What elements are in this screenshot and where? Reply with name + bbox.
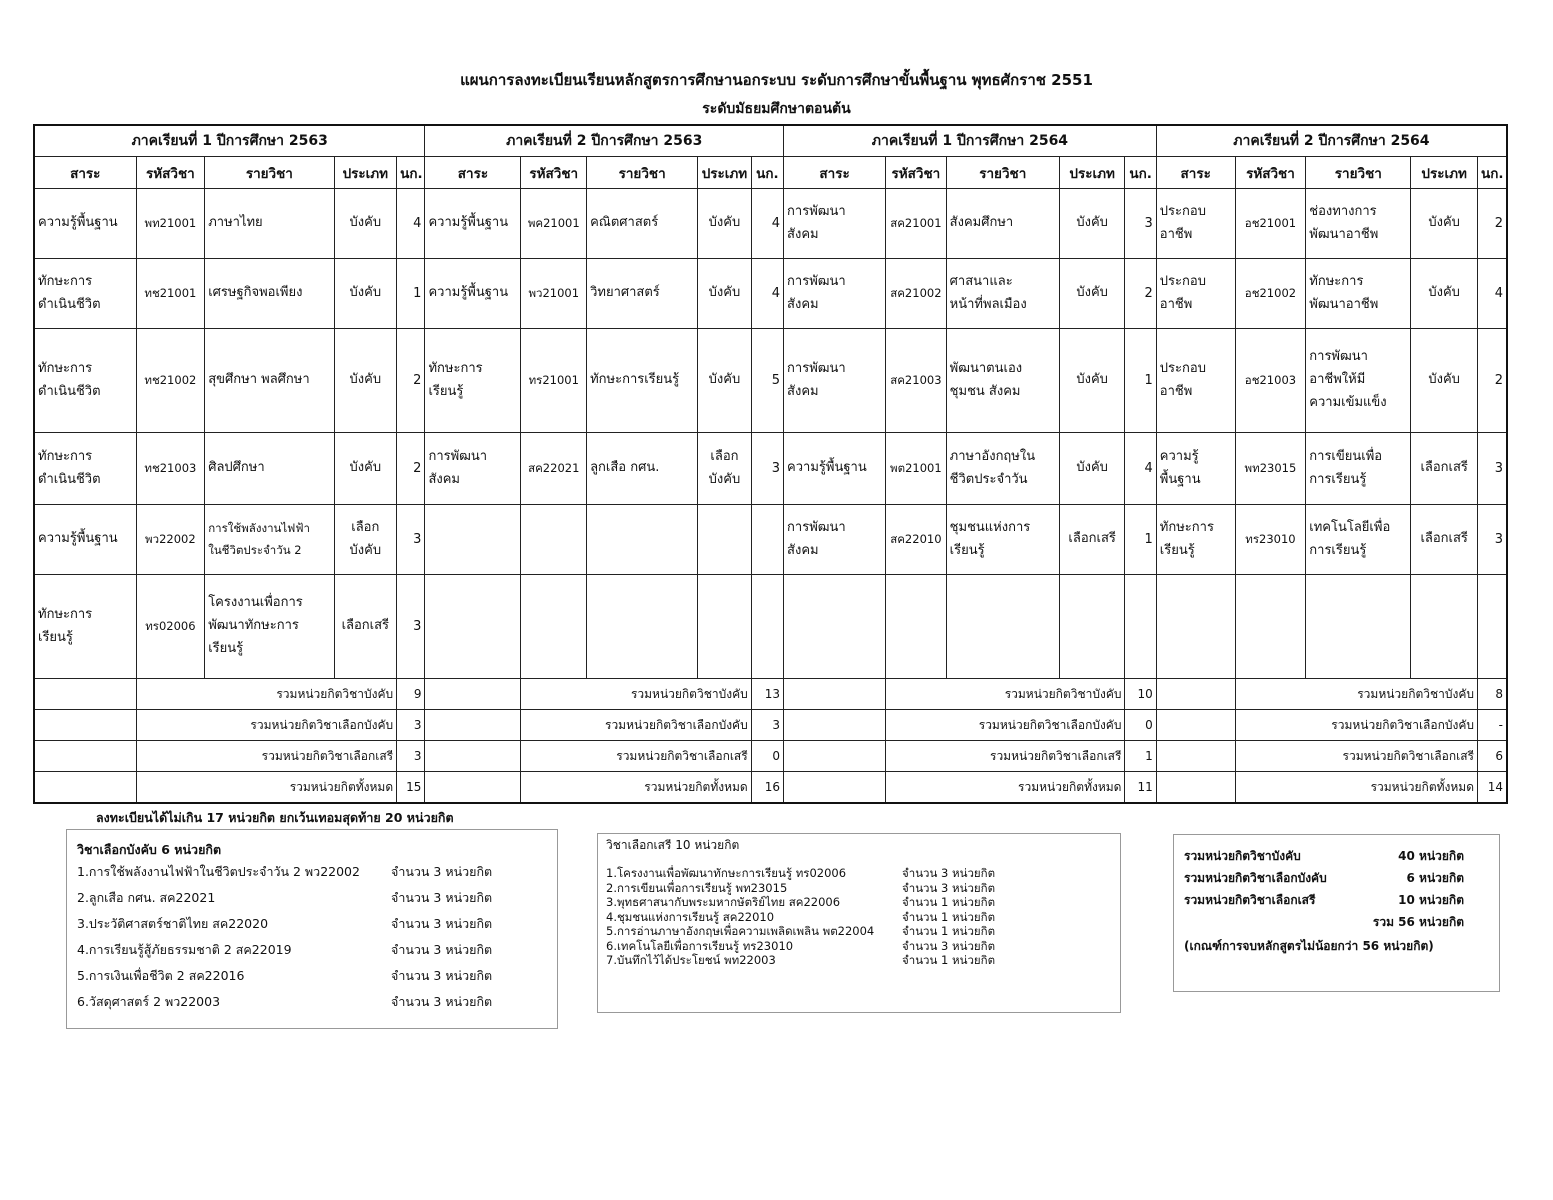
summary-row xyxy=(34,679,1507,710)
course-code-cell: อช21002 xyxy=(1235,259,1306,329)
elective-free-heading: วิชาเลือกเสรี 10 หน่วยกิต xyxy=(606,838,740,852)
summary-label: รวมหน่วยกิตทั้งหมด xyxy=(521,772,751,804)
summary-blank-cell xyxy=(1156,710,1235,741)
course-name: 2.การเขียนเพื่อการเรียนรู้ พท23015 xyxy=(606,880,788,895)
summary-row xyxy=(34,772,1507,804)
course-name: 6.วัสดุศาสตร์ 2 พว22003 xyxy=(77,994,221,1009)
course-code-cell: ทร21001 xyxy=(521,329,587,433)
summary-value: 0 xyxy=(751,741,783,772)
course-code-cell: พท23015 xyxy=(1235,433,1306,505)
column-header: รายวิชา xyxy=(205,157,334,189)
summary-value: 0 xyxy=(1125,710,1156,741)
summary-value: 11 xyxy=(1125,772,1156,804)
course-code-cell xyxy=(521,505,587,575)
course-type-cell: บังคับ xyxy=(1059,189,1125,259)
course-name-cell: ศิลปศึกษา xyxy=(205,433,334,505)
course-type-cell: บังคับ xyxy=(698,259,752,329)
course-credit: จำนวน 3 หน่วยกิต xyxy=(902,938,996,953)
summary-label: รวมหน่วยกิตทั้งหมด xyxy=(886,772,1125,804)
subject-area-cell: ความรู้พื้นฐาน xyxy=(784,433,886,505)
course-code-cell: ทร02006 xyxy=(136,575,205,679)
credit-cell: 3 xyxy=(1478,433,1508,505)
subject-area-cell: การพัฒนา สังคม xyxy=(425,433,521,505)
course-code-cell xyxy=(521,575,587,679)
credit-cell: 4 xyxy=(751,259,783,329)
totals-label: รวมหน่วยกิตวิชาเลือกเสรี xyxy=(1184,893,1316,907)
course-type-cell xyxy=(1059,575,1125,679)
summary-blank-cell xyxy=(34,679,136,710)
credit-totals-box xyxy=(1173,834,1500,992)
course-name: 1.การใช้พลังงานไฟฟ้าในชีวิตประจำวัน 2 พว22002 xyxy=(77,864,360,879)
summary-value: 3 xyxy=(397,710,425,741)
totals-value: 6 หน่วยกิต xyxy=(1406,871,1464,885)
column-header: นก. xyxy=(397,157,425,189)
course-type-cell: บังคับ xyxy=(698,189,752,259)
course-type-cell: เลือก บังคับ xyxy=(334,505,397,575)
credit-cell: 3 xyxy=(1478,505,1508,575)
course-name: 1.โครงงานเพื่อพัฒนาทักษะการเรียนรู้ ทร02006 xyxy=(606,866,847,880)
column-header: รหัสวิชา xyxy=(886,157,947,189)
subject-area-cell: ความรู้พื้นฐาน xyxy=(34,505,136,575)
page-subtitle: ระดับมัธยมศึกษาตอนต้น xyxy=(702,101,851,117)
credit-cell xyxy=(751,575,783,679)
summary-blank-cell xyxy=(34,772,136,804)
subject-area-cell xyxy=(784,575,886,679)
course-code-cell xyxy=(1235,575,1306,679)
course-code-cell: พว22002 xyxy=(136,505,205,575)
summary-label: รวมหน่วยกิตวิชาเลือกเสรี xyxy=(136,741,397,772)
course-name-cell xyxy=(1306,575,1411,679)
course-credit: จำนวน 3 หน่วยกิต xyxy=(391,916,493,931)
course-type-cell: บังคับ xyxy=(1059,433,1125,505)
subject-area-cell: ทักษะการ เรียนรู้ xyxy=(1156,505,1235,575)
totals-value: 10 หน่วยกิต xyxy=(1398,893,1464,907)
course-type-cell: บังคับ xyxy=(698,329,752,433)
course-code-cell: พต21001 xyxy=(886,433,947,505)
subject-area-cell: ประกอบ อาชีพ xyxy=(1156,259,1235,329)
summary-value: 16 xyxy=(751,772,783,804)
credit-cell xyxy=(1125,575,1156,679)
course-type-cell: เลือกเสรี xyxy=(1059,505,1125,575)
column-header: รหัสวิชา xyxy=(521,157,587,189)
column-header: รายวิชา xyxy=(946,157,1059,189)
summary-value: - xyxy=(1478,710,1508,741)
course-name-cell: พัฒนาตนเอง ชุมชน สังคม xyxy=(946,329,1059,433)
summary-label: รวมหน่วยกิตวิชาบังคับ xyxy=(136,679,397,710)
subject-area-cell: ทักษะการ ดำเนินชีวิต xyxy=(34,329,136,433)
summary-label: รวมหน่วยกิตทั้งหมด xyxy=(1235,772,1477,804)
course-name-cell: ชุมชนแห่งการ เรียนรู้ xyxy=(946,505,1059,575)
column-header-row xyxy=(34,157,1507,189)
summary-blank-cell xyxy=(34,710,136,741)
credit-cell: 4 xyxy=(751,189,783,259)
course-credit: จำนวน 3 หน่วยกิต xyxy=(391,864,493,879)
column-header: ประเภท xyxy=(1411,157,1478,189)
summary-blank-cell xyxy=(425,772,521,804)
subject-area-cell xyxy=(425,575,521,679)
course-name: 4.การเรียนรู้สู้ภัยธรรมชาติ 2 สค22019 xyxy=(77,942,292,957)
course-name-cell: ทักษะการ พัฒนาอาชีพ xyxy=(1306,259,1411,329)
credit-cell xyxy=(1478,575,1508,679)
course-name-cell: คณิตศาสตร์ xyxy=(587,189,698,259)
elective-required-box xyxy=(66,829,558,1029)
credit-cell: 4 xyxy=(397,189,425,259)
summary-value: 13 xyxy=(751,679,783,710)
course-type-cell: เลือกเสรี xyxy=(334,575,397,679)
subject-area-cell: ความรู้พื้นฐาน xyxy=(34,189,136,259)
course-credit: จำนวน 1 หน่วยกิต xyxy=(902,895,996,909)
course-code-cell: อช21001 xyxy=(1235,189,1306,259)
course-type-cell: บังคับ xyxy=(1411,329,1478,433)
subject-area-cell: ประกอบ อาชีพ xyxy=(1156,189,1235,259)
summary-blank-cell xyxy=(1156,741,1235,772)
course-code-cell: พว21001 xyxy=(521,259,587,329)
summary-row xyxy=(34,710,1507,741)
course-name-cell: เศรษฐกิจพอเพียง xyxy=(205,259,334,329)
course-name-cell: สุขศึกษา พลศึกษา xyxy=(205,329,334,433)
course-credit: จำนวน 3 หน่วยกิต xyxy=(391,890,493,905)
course-name-cell xyxy=(946,575,1059,679)
course-name-cell: สังคมศึกษา xyxy=(946,189,1059,259)
registration-plan-table xyxy=(33,124,1508,804)
course-name: 7.บันทึกไว้ได้ประโยชน์ พท22003 xyxy=(606,953,776,967)
semester-header: ภาคเรียนที่ 1 ปีการศึกษา 2564 xyxy=(784,125,1157,157)
course-code-cell: พท21001 xyxy=(136,189,205,259)
subject-area-cell: ทักษะการ ดำเนินชีวิต xyxy=(34,433,136,505)
column-header: สาระ xyxy=(1156,157,1235,189)
summary-value: 10 xyxy=(1125,679,1156,710)
course-type-cell xyxy=(698,575,752,679)
elective-free-box xyxy=(597,833,1121,1013)
course-type-cell: บังคับ xyxy=(334,433,397,505)
course-row xyxy=(34,259,1507,329)
course-name: 6.เทคโนโลยีเพื่อการเรียนรู้ ทร23010 xyxy=(606,938,794,953)
course-row xyxy=(34,189,1507,259)
summary-label: รวมหน่วยกิตทั้งหมด xyxy=(136,772,397,804)
course-code-cell: ทช21001 xyxy=(136,259,205,329)
summary-label: รวมหน่วยกิตวิชาบังคับ xyxy=(521,679,751,710)
course-type-cell xyxy=(698,505,752,575)
course-row xyxy=(34,575,1507,679)
course-credit: จำนวน 3 หน่วยกิต xyxy=(391,994,493,1009)
subject-area-cell: ทักษะการ เรียนรู้ xyxy=(425,329,521,433)
summary-blank-cell xyxy=(784,679,886,710)
course-code-cell: สค22021 xyxy=(521,433,587,505)
column-header: นก. xyxy=(751,157,783,189)
course-name-cell: ภาษาไทย xyxy=(205,189,334,259)
subject-area-cell: ความรู้พื้นฐาน xyxy=(425,259,521,329)
summary-blank-cell xyxy=(425,741,521,772)
course-type-cell: เลือกเสรี xyxy=(1411,433,1478,505)
summary-blank-cell xyxy=(34,741,136,772)
summary-label: รวมหน่วยกิตวิชาเลือกบังคับ xyxy=(1235,710,1477,741)
course-name-cell: โครงงานเพื่อการ พัฒนาทักษะการ เรียนรู้ xyxy=(205,575,334,679)
credit-cell: 3 xyxy=(397,575,425,679)
totals-sum: รวม 56 หน่วยกิต xyxy=(1372,915,1464,929)
subject-area-cell: การพัฒนา สังคม xyxy=(784,505,886,575)
course-row xyxy=(34,329,1507,433)
elective-required-heading: วิชาเลือกบังคับ 6 หน่วยกิต xyxy=(77,842,222,857)
course-credit: จำนวน 3 หน่วยกิต xyxy=(902,866,996,880)
summary-value: 15 xyxy=(397,772,425,804)
subject-area-cell: การพัฒนา สังคม xyxy=(784,189,886,259)
column-header: นก. xyxy=(1125,157,1156,189)
summary-label: รวมหน่วยกิตวิชาเลือกเสรี xyxy=(1235,741,1477,772)
summary-label: รวมหน่วยกิตวิชาเลือกเสรี xyxy=(886,741,1125,772)
summary-value: 3 xyxy=(397,741,425,772)
course-type-cell: บังคับ xyxy=(1059,329,1125,433)
course-credit: จำนวน 3 หน่วยกิต xyxy=(391,968,493,983)
semester-header: ภาคเรียนที่ 2 ปีการศึกษา 2564 xyxy=(1156,125,1507,157)
column-header: นก. xyxy=(1478,157,1508,189)
credit-cell: 2 xyxy=(397,329,425,433)
semester-header: ภาคเรียนที่ 1 ปีการศึกษา 2563 xyxy=(34,125,425,157)
course-credit: จำนวน 1 หน่วยกิต xyxy=(902,909,996,924)
semester-header: ภาคเรียนที่ 2 ปีการศึกษา 2563 xyxy=(425,125,784,157)
credit-cell: 3 xyxy=(1125,189,1156,259)
course-type-cell: บังคับ xyxy=(334,189,397,259)
course-row xyxy=(34,433,1507,505)
summary-label: รวมหน่วยกิตวิชาบังคับ xyxy=(1235,679,1477,710)
course-type-cell xyxy=(1411,575,1478,679)
course-name-cell: ศาสนาและ หน้าที่พลเมือง xyxy=(946,259,1059,329)
subject-area-cell: ทักษะการ เรียนรู้ xyxy=(34,575,136,679)
credit-cell xyxy=(751,505,783,575)
column-header: สาระ xyxy=(784,157,886,189)
column-header: รหัสวิชา xyxy=(136,157,205,189)
summary-label: รวมหน่วยกิตวิชาเลือกบังคับ xyxy=(521,710,751,741)
column-header: ประเภท xyxy=(1059,157,1125,189)
summary-value: 14 xyxy=(1478,772,1508,804)
course-code-cell: สค22010 xyxy=(886,505,947,575)
credit-cell: 3 xyxy=(397,505,425,575)
course-name: 3.พุทธศาสนากับพระมหากษัตริย์ไทย สค22006 xyxy=(606,895,841,909)
course-code-cell: สค21002 xyxy=(886,259,947,329)
course-name-cell: การเขียนเพื่อ การเรียนรู้ xyxy=(1306,433,1411,505)
summary-label: รวมหน่วยกิตวิชาเลือกเสรี xyxy=(521,741,751,772)
page-title: แผนการลงทะเบียนเรียนหลักสูตรการศึกษานอกระบบ ระดับการศึกษาขั้นพื้นฐาน พุทธศักราช 2551 xyxy=(460,71,1093,89)
column-header: รหัสวิชา xyxy=(1235,157,1306,189)
summary-blank-cell xyxy=(425,710,521,741)
semester-header-row xyxy=(34,125,1507,157)
registration-note: ลงทะเบียนได้ไม่เกิน 17 หน่วยกิต ยกเว้นเทอมสุดท้าย 20 หน่วยกิต xyxy=(96,810,454,825)
credit-cell: 4 xyxy=(1125,433,1156,505)
summary-value: 1 xyxy=(1125,741,1156,772)
course-code-cell: ทช21003 xyxy=(136,433,205,505)
course-code-cell: พค21001 xyxy=(521,189,587,259)
course-name-cell: ลูกเสือ กศน. xyxy=(587,433,698,505)
course-name: 4.ชุมชนแห่งการเรียนรู้ สค22010 xyxy=(606,909,775,924)
course-type-cell: บังคับ xyxy=(1411,189,1478,259)
summary-blank-cell xyxy=(425,679,521,710)
summary-value: 8 xyxy=(1478,679,1508,710)
subject-area-cell: ประกอบ อาชีพ xyxy=(1156,329,1235,433)
summary-blank-cell xyxy=(1156,772,1235,804)
credit-cell: 5 xyxy=(751,329,783,433)
course-name-cell: เทคโนโลยีเพื่อ การเรียนรู้ xyxy=(1306,505,1411,575)
course-credit: จำนวน 3 หน่วยกิต xyxy=(902,880,996,895)
credit-cell: 2 xyxy=(1125,259,1156,329)
course-name-cell: ทักษะการเรียนรู้ xyxy=(587,329,698,433)
subject-area-cell: การพัฒนา สังคม xyxy=(784,259,886,329)
credit-cell: 1 xyxy=(397,259,425,329)
course-code-cell: ทช21002 xyxy=(136,329,205,433)
credit-cell: 1 xyxy=(1125,505,1156,575)
course-name: 5.การอ่านภาษาอังกฤษเพื่อความเพลิดเพลิน พต22004 xyxy=(606,924,875,938)
totals-label: รวมหน่วยกิตวิชาเลือกบังคับ xyxy=(1184,871,1327,885)
summary-blank-cell xyxy=(784,741,886,772)
totals-criteria: (เกณฑ์การจบหลักสูตรไม่น้อยกว่า 56 หน่วยกิต) xyxy=(1184,939,1434,953)
course-type-cell: บังคับ xyxy=(334,329,397,433)
credit-cell: 1 xyxy=(1125,329,1156,433)
subject-area-cell: ความรู้พื้นฐาน xyxy=(425,189,521,259)
course-name-cell: ภาษาอังกฤษใน ชีวิตประจำวัน xyxy=(946,433,1059,505)
plan-body xyxy=(34,189,1507,804)
course-name-cell xyxy=(587,575,698,679)
summary-row xyxy=(34,741,1507,772)
summary-value: 6 xyxy=(1478,741,1508,772)
column-header: สาระ xyxy=(425,157,521,189)
column-header: ประเภท xyxy=(334,157,397,189)
summary-label: รวมหน่วยกิตวิชาเลือกบังคับ xyxy=(886,710,1125,741)
course-name: 2.ลูกเสือ กศน. สค22021 xyxy=(77,890,216,905)
course-name-cell: การใช้พลังงานไฟฟ้า ในชีวิตประจำวัน 2 xyxy=(205,505,334,575)
summary-label: รวมหน่วยกิตวิชาบังคับ xyxy=(886,679,1125,710)
summary-blank-cell xyxy=(784,710,886,741)
credit-cell: 4 xyxy=(1478,259,1508,329)
summary-value: 3 xyxy=(751,710,783,741)
course-row xyxy=(34,505,1507,575)
summary-value: 9 xyxy=(397,679,425,710)
subject-area-cell: ทักษะการ ดำเนินชีวิต xyxy=(34,259,136,329)
summary-blank-cell xyxy=(1156,679,1235,710)
summary-label: รวมหน่วยกิตวิชาเลือกบังคับ xyxy=(136,710,397,741)
course-credit: จำนวน 1 หน่วยกิต xyxy=(902,924,996,938)
course-code-cell: อช21003 xyxy=(1235,329,1306,433)
course-type-cell: บังคับ xyxy=(1411,259,1478,329)
totals-label: รวมหน่วยกิตวิชาบังคับ xyxy=(1184,849,1301,863)
column-header: สาระ xyxy=(34,157,136,189)
course-name: 3.ประวัติศาสตร์ชาติไทย สค22020 xyxy=(77,916,269,931)
credit-cell: 2 xyxy=(1478,189,1508,259)
totals-value: 40 หน่วยกิต xyxy=(1398,849,1464,863)
course-type-cell: บังคับ xyxy=(334,259,397,329)
course-name-cell: วิทยาศาสตร์ xyxy=(587,259,698,329)
summary-blank-cell xyxy=(784,772,886,804)
course-name-cell: ช่องทางการ พัฒนาอาชีพ xyxy=(1306,189,1411,259)
course-code-cell xyxy=(886,575,947,679)
course-name-cell xyxy=(587,505,698,575)
column-header: ประเภท xyxy=(698,157,752,189)
subject-area-cell xyxy=(425,505,521,575)
course-type-cell: เลือกเสรี xyxy=(1411,505,1478,575)
course-code-cell: สค21003 xyxy=(886,329,947,433)
credit-cell: 2 xyxy=(397,433,425,505)
column-header: รายวิชา xyxy=(1306,157,1411,189)
credit-cell: 3 xyxy=(751,433,783,505)
subject-area-cell: การพัฒนา สังคม xyxy=(784,329,886,433)
course-name-cell: การพัฒนา อาชีพให้มี ความเข้มแข็ง xyxy=(1306,329,1411,433)
course-type-cell: บังคับ xyxy=(1059,259,1125,329)
course-credit: จำนวน 1 หน่วยกิต xyxy=(902,953,996,967)
subject-area-cell xyxy=(1156,575,1235,679)
course-name: 5.การเงินเพื่อชีวิต 2 สค22016 xyxy=(77,968,245,983)
course-type-cell: เลือก บังคับ xyxy=(698,433,752,505)
course-code-cell: สค21001 xyxy=(886,189,947,259)
credit-cell: 2 xyxy=(1478,329,1508,433)
course-credit: จำนวน 3 หน่วยกิต xyxy=(391,942,493,957)
course-code-cell: ทร23010 xyxy=(1235,505,1306,575)
column-header: รายวิชา xyxy=(587,157,698,189)
subject-area-cell: ความรู้ พื้นฐาน xyxy=(1156,433,1235,505)
